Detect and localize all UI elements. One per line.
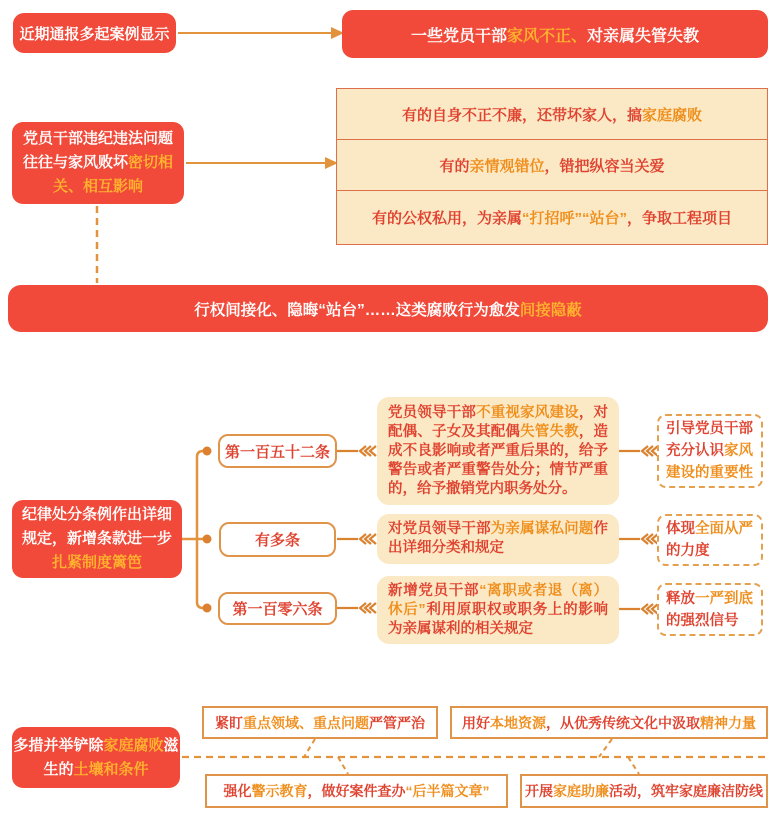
effect-item: [336, 88, 768, 140]
article-detail-text: 对党员领导干部为亲属谋私问题作出详细分类和规定: [388, 521, 608, 556]
article-label: 第一百零六条: [232, 601, 323, 618]
article-detail-box: [377, 514, 619, 564]
article-note-text: 引导党员干部充分认识家风建设的重要性: [666, 421, 753, 481]
article-note-box: [657, 583, 763, 636]
measure-box: [450, 706, 768, 739]
measure-box: [202, 706, 438, 739]
banner: [8, 285, 768, 332]
measure-box: [520, 774, 768, 808]
arrow-right-icon: [178, 27, 344, 39]
article-detail-box: [377, 576, 619, 644]
cause-box: [12, 122, 184, 204]
cause-text: 党员干部违纪违法问题往往与家风败坏密切相关、相互影响: [22, 130, 174, 195]
article-detail-text: 新增党员干部“离职或者退（离）休后”利用原职权或职务上的影响为亲属谋利的相关规定: [388, 582, 609, 637]
dashed-connector: [182, 739, 766, 774]
article-label: 第一百五十二条: [224, 443, 330, 461]
effect-item: [336, 190, 768, 245]
arrow-right-icon: [186, 157, 338, 169]
measures-lead-text: 多措并举铲除家庭腐败滋生的土壤和条件: [13, 736, 179, 778]
measure-text: 开展家庭助廉活动，筑牢家庭廉洁防线: [525, 783, 763, 799]
regulation-intro-box: [12, 500, 182, 578]
measure-text: 用好本地资源，从优秀传统文化中汲取精神力量: [462, 714, 756, 731]
article-note-text: 释放一严到底的强烈信号: [666, 590, 753, 629]
branch-dot: [203, 447, 212, 613]
article-node: [218, 592, 337, 625]
branch-tree-connector: [179, 451, 206, 608]
article-node: [218, 434, 337, 468]
measure-text: 紧盯重点领域、重点问题严管严治: [215, 714, 425, 731]
case-result-text: 一些党员干部家风不正、对亲属失管失教: [410, 27, 700, 45]
article-detail-text: 党员领导干部不重视家风建设，对配偶、子女及其配偶失管失教，造成不良影响或者严重后果的，给予警告或者严重警告处分；情节严重的，给予撤销党内职务处分。: [388, 404, 609, 497]
effect-item: [336, 139, 768, 191]
banner-text: 行权间接化、隐晦“站台”……这类腐败行为愈发间接隐蔽: [194, 301, 582, 319]
effect-text: 有的自身不正不廉，还带坏家人，搞家庭腐败: [401, 106, 703, 124]
regulation-intro-text: 纪律处分条例作出详细规定，新增条款进一步扎紧制度篱笆: [21, 506, 172, 571]
case-report-box: [13, 13, 176, 53]
article-note-box: [657, 514, 763, 566]
measure-box: [205, 774, 508, 808]
effect-text: 有的公权私用，为亲属“打招呼”“站台”，争取工程项目: [371, 210, 733, 227]
effect-text: 有的亲情观错位，错把纵容当关爱: [439, 157, 665, 175]
measures-lead-box: [12, 727, 180, 788]
article-node: [219, 522, 336, 557]
article-detail-box: [377, 397, 619, 505]
case-result-box: [342, 10, 768, 58]
measure-text: 强化警示教育，做好案件查办“后半篇文章”: [223, 783, 490, 799]
article-label: 有多条: [254, 532, 300, 549]
article-note-text: 体现全面从严的力度: [666, 521, 753, 559]
article-note-box: [657, 414, 763, 488]
case-report-text: 近期通报多起案例显示: [19, 25, 170, 43]
